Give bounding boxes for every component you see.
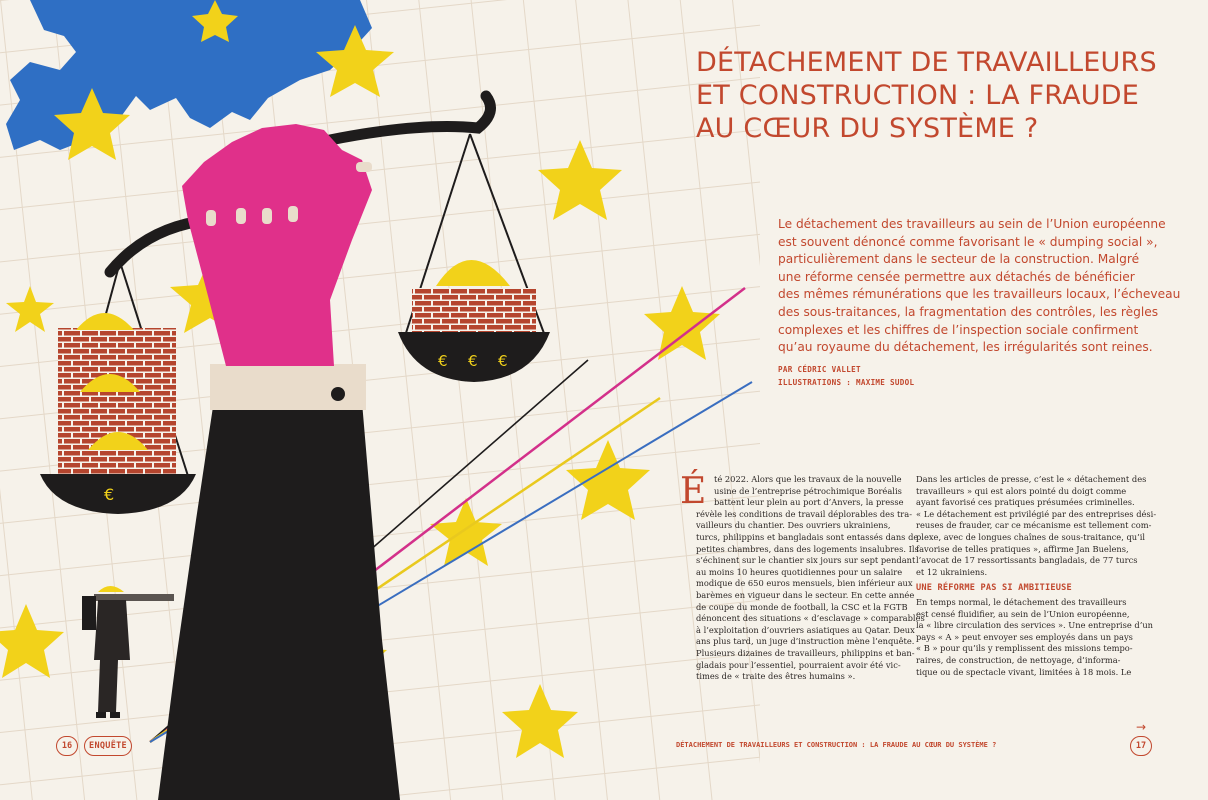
body-line: times de « traite des êtres humains ». (696, 671, 856, 682)
lede-line: est souvent dénoncé comme favorisant le « dumping social », (778, 234, 1158, 249)
body-line: modique de 650 euros mensuels, bien inférieur aux (696, 578, 913, 589)
lede-line: complexes et les chiffres de l’inspection sociale confirment (778, 322, 1139, 337)
body-line: « Le détachement est privilégié par des entreprises dési- (916, 508, 1157, 519)
continue-arrow-icon: → (1136, 720, 1147, 734)
left-brick-tower (58, 328, 176, 474)
body-line: En temps normal, le détachement des travailleurs (916, 596, 1127, 607)
article-lede (778, 216, 1181, 357)
body-line: té 2022. Alors que les travaux de la nouvelle (714, 474, 902, 484)
page-number-left: 16 (56, 736, 78, 756)
body-line: ans plus tard, un juge d’instruction mène l’enquête. (696, 636, 915, 647)
byline: PAR CÉDRIC VALLET (778, 365, 861, 374)
svg-text:€: € (438, 352, 448, 370)
euro-symbol: € (104, 485, 115, 504)
body-line: dénoncent des situations « d’esclavage » comparables (696, 613, 925, 624)
body-line: pays « A » peut envoyer ses employés dans un pays (916, 631, 1133, 642)
dropcap: É (680, 471, 707, 512)
body-line: révèle les conditions de travail déplorables des tra- (696, 508, 913, 519)
body-line: plexe, avec de longues chaînes de sous-traitance, qu’il (916, 531, 1146, 542)
body-line: gladais pour l’essentiel, pourraient avoir été vic- (696, 659, 901, 670)
body-line: la « libre circulation des services ». Une entreprise d’un (916, 620, 1154, 631)
title-line: DÉTACHEMENT DE TRAVAILLEURS (696, 47, 1157, 78)
illustration-credit: ILLUSTRATIONS : MAXIME SUDOL (778, 378, 915, 387)
body-column-2 (916, 474, 1158, 678)
body-line: tique ou de spectacle vivant, limitées à 18 mois. Le (916, 666, 1132, 677)
section-subhead: UNE RÉFORME PAS SI AMBITIEUSE (916, 583, 1072, 594)
body-line: au moins 10 heures quotidiennes pour un salaire (696, 566, 903, 577)
body-line: travailleurs » qui est alors pointé du doigt comme (916, 485, 1127, 496)
title-line: ET CONSTRUCTION : LA FRAUDE (696, 80, 1140, 111)
article-credits (778, 363, 914, 389)
body-line: l’avocat de 17 ressortissants bangladais, de 77 turcs (916, 555, 1138, 566)
body-line: est censé fluidifier, au sein de l’Union européenne, (916, 608, 1130, 619)
article-title (696, 46, 1176, 145)
section-tag: ENQUÊTE (84, 736, 132, 756)
lede-line: Le détachement des travailleurs au sein de l’Union européenne (778, 217, 1166, 231)
body-line: Plusieurs dizaines de travailleurs, philippins et ban- (696, 647, 915, 658)
body-line: « B » pour qu’ils y remplissent des missions tempo- (916, 643, 1133, 654)
title-line: AU CŒUR DU SYSTÈME ? (696, 113, 1039, 144)
body-line: à l’exploitation d’ouvriers asiatiques au Qatar. Deux (696, 624, 915, 635)
svg-text:€: € (468, 352, 478, 370)
body-line: battent leur plein au port d’Anvers, la presse (714, 497, 904, 508)
lede-line: une réforme censée permettre aux détachés de bénéficier (778, 269, 1135, 284)
body-line: vailleurs du chantier. Des ouvriers ukrainiens, (696, 520, 891, 531)
running-title: DÉTACHEMENT DE TRAVAILLEURS ET CONSTRUCTION : LA FRAUDE AU CŒUR DU SYSTÈME ? (676, 741, 997, 749)
body-column-1 (696, 474, 925, 683)
body-line: favorise de telles pratiques », affirme Jan Buelens, (916, 543, 1129, 554)
body-line: raires, de construction, de nettoyage, d’informa- (916, 654, 1121, 665)
body-line: et 12 ukrainiens. (916, 566, 988, 577)
body-line: Dans les articles de presse, c’est le « détachement des (916, 474, 1147, 484)
lede-line: qu’au royaume du détachement, les irrégularités sont reines. (778, 340, 1153, 355)
body-line: s’échinent sur le chantier six jours sur sept pendant (696, 555, 916, 566)
body-line: ayant favorisé ces pratiques présumées criminelles. (916, 497, 1135, 508)
body-line: petites chambres, dans des logements insalubres. Ils (696, 543, 919, 554)
body-line: de coupe du monde de football, la CSC et la FGTB (696, 601, 908, 612)
body-line: reuses de frauder, car ce mécanisme est tellement com- (916, 520, 1152, 531)
lede-line: des mêmes rémunérations que les travailleurs locaux, l’écheveau (778, 287, 1181, 302)
svg-text:€: € (498, 352, 508, 370)
lede-line: particulièrement dans le secteur de la construction. Malgré (778, 252, 1140, 267)
lede-line: des sous-traitances, la fragmentation des contrôles, les règles (778, 304, 1159, 319)
body-line: usine de l’entreprise pétrochimique Boréalis (714, 485, 902, 496)
page-number-right: 17 (1130, 736, 1152, 756)
body-line: turcs, philippins et bangladais sont entassés dans de (696, 531, 919, 542)
body-line: barèmes en vigueur dans le secteur. En cette année (696, 589, 915, 600)
shirt-cuff (210, 364, 366, 410)
right-brick-stack (412, 288, 536, 332)
cuff-button (331, 387, 345, 401)
